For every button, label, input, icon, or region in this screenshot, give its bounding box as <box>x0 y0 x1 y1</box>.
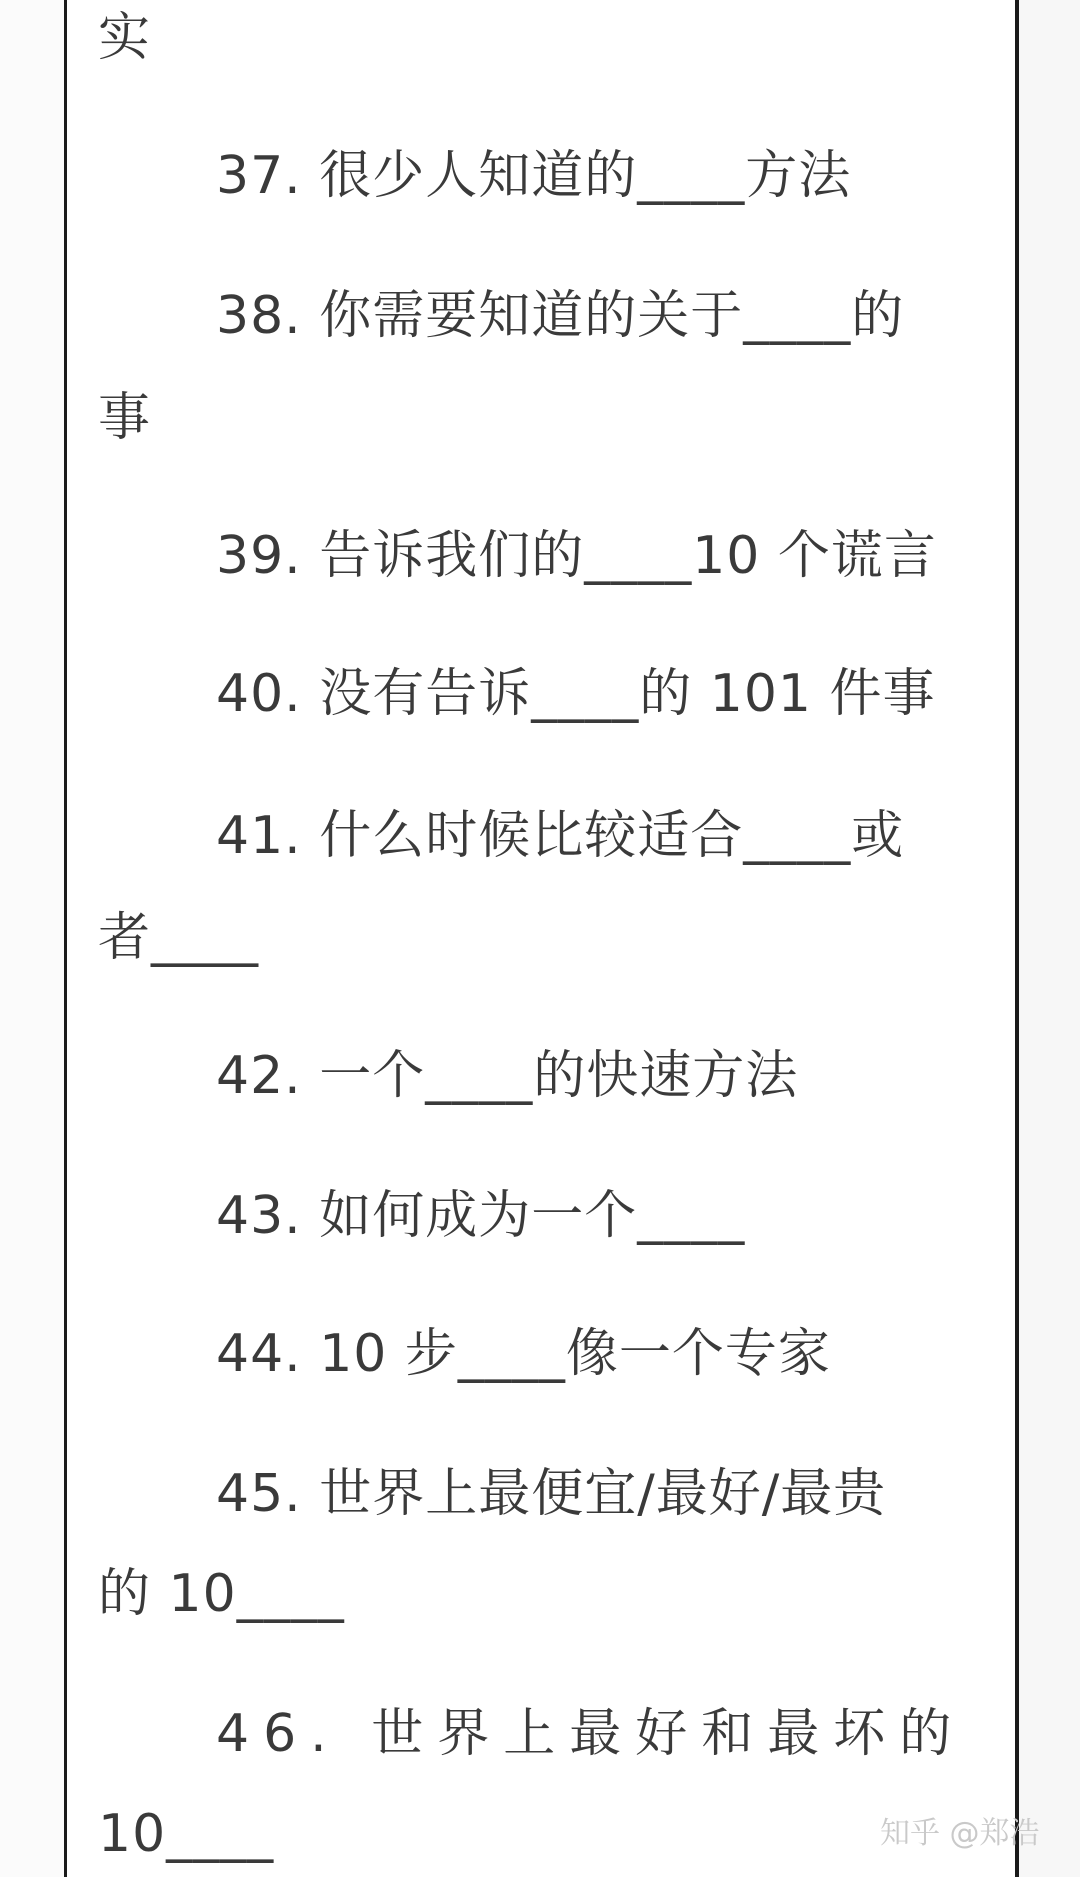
list-line: 实 <box>98 8 152 68</box>
list-line: 事 <box>98 388 152 448</box>
watermark: 知乎 @郑浩 <box>880 1816 1040 1851</box>
list-item-42: 42. 一个____的快速方法 <box>216 1046 799 1106</box>
list-item-41: 41. 什么时候比较适合____或 <box>216 806 905 866</box>
list-item-45: 45. 世界上最便宜/最好/最贵 <box>216 1464 887 1524</box>
list-line: 者____ <box>98 908 260 968</box>
list-item-39: 39. 告诉我们的____10 个谎言 <box>216 526 937 586</box>
list-item-40: 40. 没有告诉____的 101 件事 <box>216 664 936 724</box>
list-line: 的 10____ <box>98 1564 345 1624</box>
left-border-line <box>64 0 67 1877</box>
list-item-46: 46. 世界上最好和最坏的 <box>216 1704 966 1764</box>
left-margin <box>0 0 64 1877</box>
list-item-38: 38. 你需要知道的关于____的 <box>216 286 905 346</box>
list-item-37: 37. 很少人知道的____方法 <box>216 146 852 206</box>
list-item-43: 43. 如何成为一个____ <box>216 1186 746 1246</box>
list-item-44: 44. 10 步____像一个专家 <box>216 1324 831 1384</box>
list-line: 10____ <box>98 1804 275 1864</box>
right-margin <box>1019 0 1080 1877</box>
